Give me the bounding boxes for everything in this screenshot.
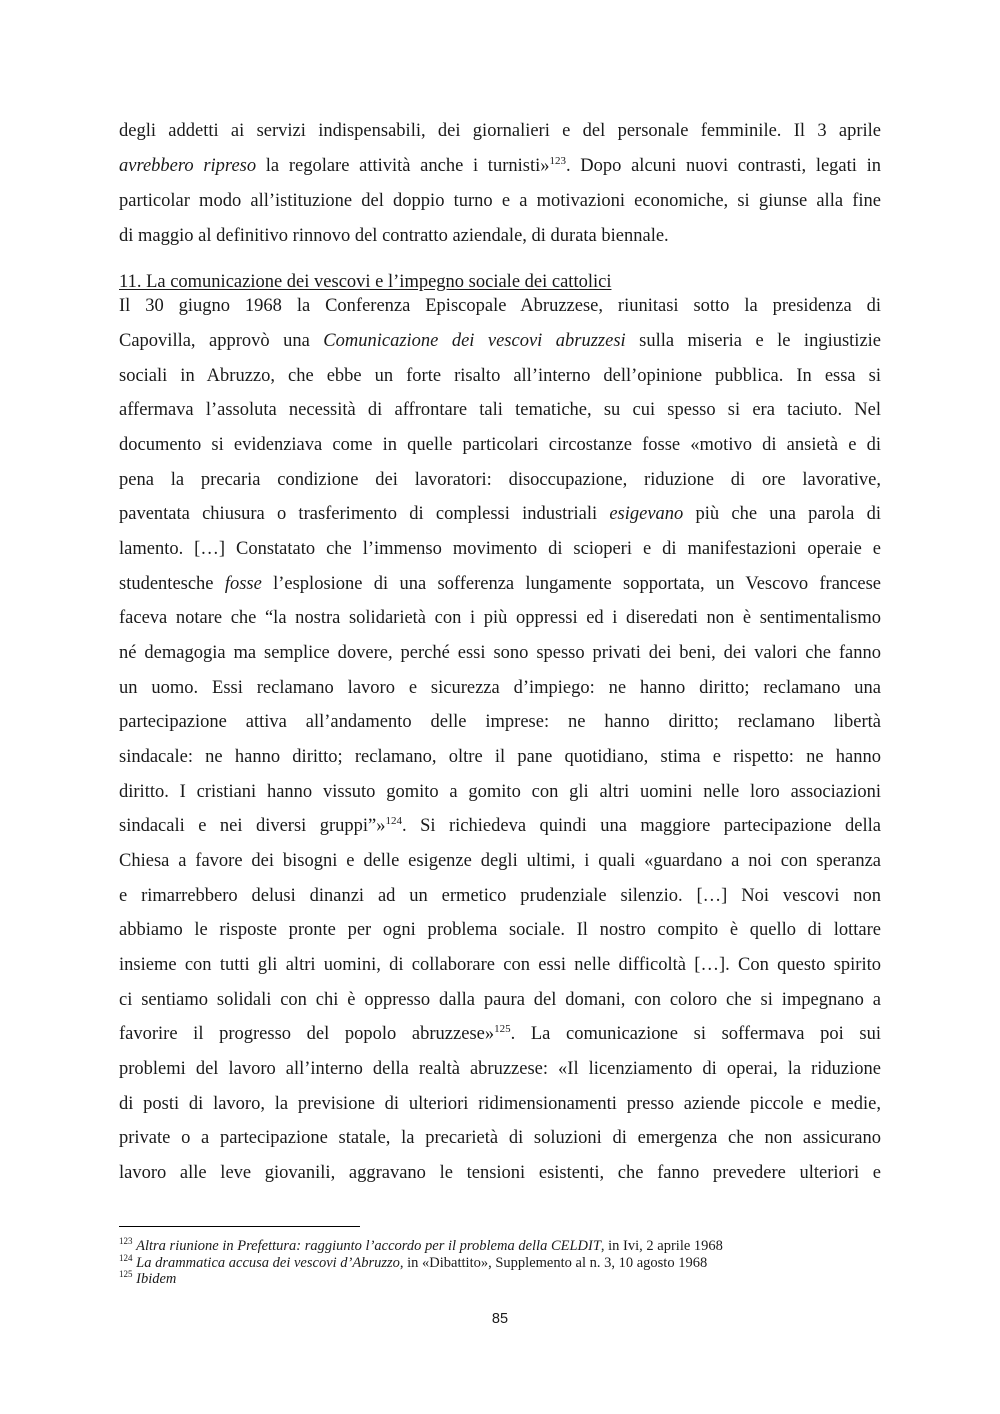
text-run: Chiesa a favore dei bisogni e delle esigenze degli ultimi, i quali «guardano a noi con speranza xyxy=(119,851,881,871)
paragraph-line xyxy=(119,780,881,804)
paragraph-line xyxy=(119,1092,881,1116)
text-run: insieme con tutti gli altri uomini, di collaborare con essi nelle difficoltà […]. Con questo spirito xyxy=(119,955,881,975)
footnote-text: , in «Dibattito», Supplemento al n. 3, 10 agosto 1968 xyxy=(399,1255,708,1271)
text-run: problemi del lavoro all’interno della realtà abruzzese: «Il licenziamento di operai, la riduzione xyxy=(119,1059,881,1079)
text-run: private o a partecipazione statale, la precarietà di soluzioni di emergenza che non assicurano xyxy=(119,1128,881,1148)
footnote-item xyxy=(119,1238,881,1254)
italic-text: esigevano xyxy=(609,504,684,524)
text-run: né demagogia ma semplice dovere, perché essi sono spesso privati dei beni, dei valori che fanno xyxy=(119,643,881,663)
footnote-title: Ibidem xyxy=(136,1271,177,1287)
paragraph-line xyxy=(119,849,881,873)
footnote-ref[interactable]: 125 xyxy=(494,1022,511,1035)
text-run: più che una parola di xyxy=(683,504,881,524)
paragraph-line xyxy=(119,154,881,178)
text-run: faceva notare che “la nostra solidarietà con i più oppressi ed i diseredati non è sentimentalismo xyxy=(119,608,881,628)
text-run: diritto. I cristiani hanno vissuto gomito a gomito con gli altri uomini nelle loro associazioni xyxy=(119,782,881,802)
paragraph-line xyxy=(119,988,881,1012)
footnote-number: 123 xyxy=(119,1236,133,1247)
text-run: partecipazione attiva all’andamento delle imprese: ne hanno diritto; reclamano libertà xyxy=(119,712,881,732)
paragraph-line xyxy=(119,364,881,388)
paragraph-line xyxy=(119,468,881,492)
text-run: affermava l’assoluta necessità di affrontare tali tematiche, su cui spesso si era taciuto. Nel xyxy=(119,400,881,420)
text-run: l’esplosione di una sofferenza lungamente sopportata, un Vescovo francese xyxy=(261,574,881,594)
text-run: ci sentiamo solidali con chi è oppresso dalla paura del domani, con coloro che si impegnano a xyxy=(119,990,881,1010)
text-run: sociali in Abruzzo, che ebbe un forte risalto all’interno dell’opinione pubblica. In essa si xyxy=(119,366,881,386)
text-run: un uomo. Essi reclamano lavoro e sicurezza d’impiego: ne hanno diritto; reclamano una xyxy=(119,678,881,698)
paragraph-line xyxy=(119,119,881,143)
text-run: sulla miseria e le ingiustizie xyxy=(625,331,882,351)
text-run: di posti di lavoro, la previsione di ulteriori ridimensionamenti presso aziende piccole e medie, xyxy=(119,1094,881,1114)
text-run: favorire il progresso del popolo abruzzese» xyxy=(119,1024,495,1044)
footnote-item xyxy=(119,1255,881,1271)
paragraph-line xyxy=(119,1022,881,1046)
footnote-number: 125 xyxy=(119,1269,133,1280)
italic-text: fosse xyxy=(224,574,262,594)
paragraph-line xyxy=(119,294,881,318)
page-number: 85 xyxy=(491,1311,509,1327)
paragraph-line xyxy=(119,537,881,561)
text-run: . Dopo alcuni nuovi contrasti, legati in xyxy=(565,156,881,176)
text-run: particolar modo all’istituzione del doppio turno e a motivazioni economiche, si giunse alla fine xyxy=(119,191,881,211)
text-run: degli addetti ai servizi indispensabili, dei giornalieri e del personale femminile. Il 3 aprile xyxy=(119,121,881,141)
paragraph-line xyxy=(119,1126,881,1150)
footnote-ref[interactable]: 124 xyxy=(385,814,403,827)
paragraph-line xyxy=(119,224,881,248)
footnote-title: La drammatica accusa dei vescovi d’Abruzzo xyxy=(136,1255,400,1271)
section-heading: 11. La comunicazione dei vescovi e l’impegno sociale dei cattolici xyxy=(119,272,612,292)
paragraph-line xyxy=(119,745,881,769)
paragraph-line xyxy=(119,641,881,665)
paragraph-line xyxy=(119,1161,881,1185)
text-run: sindacale: ne hanno diritto; reclamano, oltre il pane quotidiano, stima e rispetto: ne hanno xyxy=(119,747,881,767)
text-run: pena la precaria condizione dei lavoratori: disoccupazione, riduzione di ore lavorative, xyxy=(119,470,881,490)
text-run: Il 30 giugno 1968 la Conferenza Episcopale Abruzzese, riunitasi sotto la presidenza di xyxy=(119,296,881,316)
footnote-ref[interactable]: 123 xyxy=(549,154,566,167)
footnote-text: , in Ivi, 2 aprile 1968 xyxy=(600,1238,723,1254)
paragraph-line xyxy=(119,189,881,213)
paragraph-line xyxy=(119,606,881,630)
paragraph-line xyxy=(119,329,881,353)
text-run: Capovilla, approvò una xyxy=(119,331,324,351)
text-run: e rimarrebbero delusi dinanzi ad un ermetico prudenziale silenzio. […] Noi vescovi non xyxy=(119,886,881,906)
paragraph-line xyxy=(119,918,881,942)
text-run: . Si richiedeva quindi una maggiore partecipazione della xyxy=(402,816,881,836)
text-run: abbiamo le risposte pronte per ogni problema sociale. Il nostro compito è quello di lottare xyxy=(119,920,881,940)
footnote-title: Altra riunione in Prefettura: raggiunto l’accordo per il problema della CELDIT xyxy=(136,1238,601,1254)
italic-text: avrebbero ripreso xyxy=(119,156,257,176)
footnote-divider xyxy=(119,1226,360,1227)
paragraph-line xyxy=(119,814,881,838)
footnote-number: 124 xyxy=(119,1253,133,1264)
paragraph-line xyxy=(119,398,881,422)
paragraph-line xyxy=(119,676,881,700)
text-run: . La comunicazione si soffermava poi sui xyxy=(510,1024,881,1044)
text-run: lamento. […] Constatato che l’immenso movimento di scioperi e di manifestazioni operaie e xyxy=(119,539,881,559)
paragraph-line xyxy=(119,710,881,734)
text-run: studentesche xyxy=(119,574,225,594)
paragraph-line xyxy=(119,953,881,977)
text-run: lavoro alle leve giovanili, aggravano le tensioni esistenti, che fanno prevedere ulteriori e xyxy=(119,1163,881,1183)
paragraph-line xyxy=(119,433,881,457)
paragraph-line xyxy=(119,884,881,908)
italic-text: Comunicazione dei vescovi abruzzesi xyxy=(323,331,626,351)
text-run: paventata chiusura o trasferimento di complessi industriali xyxy=(119,504,610,524)
paragraph-line xyxy=(119,572,881,596)
text-run: documento si evidenziava come in quelle particolari circostanze fosse «motivo di ansietà e di xyxy=(119,435,881,455)
footnote-item xyxy=(119,1271,881,1287)
text-run: la regolare attività anche i turnisti» xyxy=(256,156,550,176)
paragraph-line xyxy=(119,1057,881,1081)
text-run: di maggio al definitivo rinnovo del contratto aziendale, di durata biennale. xyxy=(119,226,669,246)
paragraph-line xyxy=(119,502,881,526)
text-run: sindacali e nei diversi gruppi”» xyxy=(119,816,386,836)
